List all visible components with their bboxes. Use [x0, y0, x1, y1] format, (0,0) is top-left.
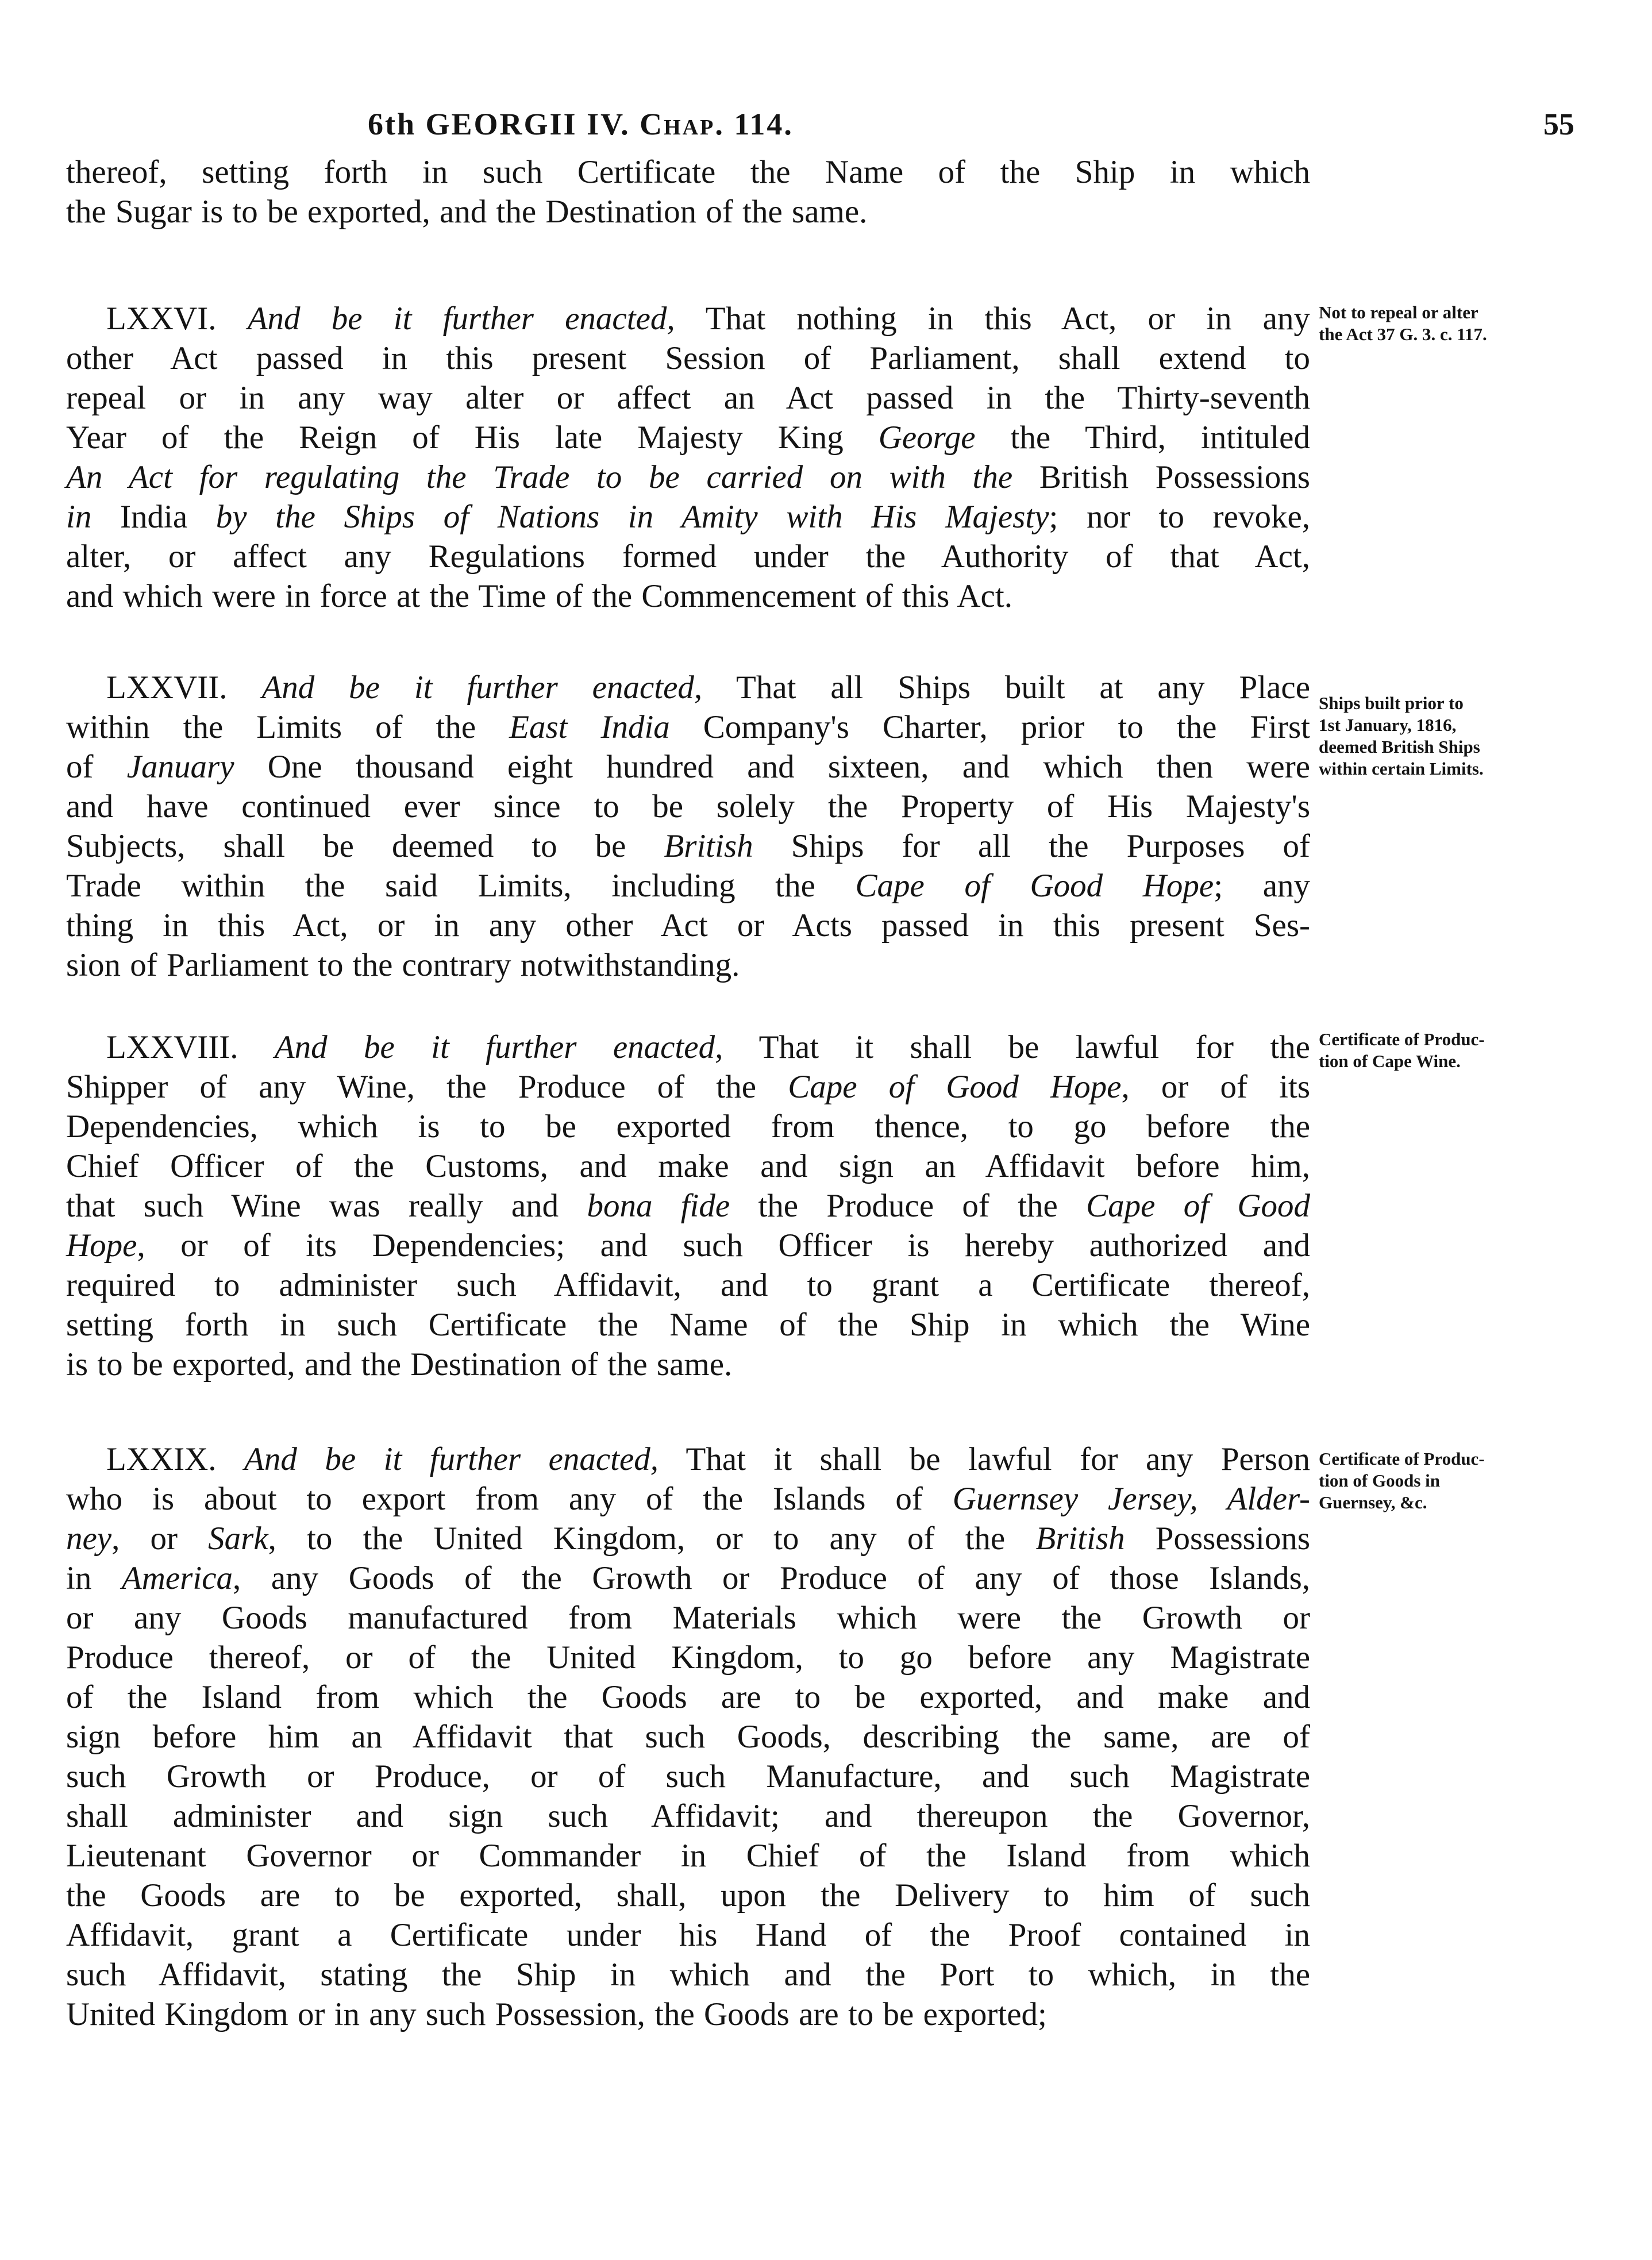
- margin-note-line: Certificate of Produc-: [1319, 1029, 1485, 1049]
- text-line: [66, 1876, 1310, 1915]
- italic-run: America: [121, 1560, 233, 1596]
- italic-run: in: [66, 499, 92, 535]
- margin-note-line: the Act 37 G. 3. c. 117.: [1319, 324, 1487, 344]
- text-run: the Produce of the: [730, 1188, 1087, 1224]
- italic-run: bona fide: [587, 1188, 730, 1224]
- text-run: sign before him an Affidavit that such Goods, describing the same, are of: [66, 1719, 1310, 1755]
- text-run: , to the United Kingdom, or to any of the: [268, 1520, 1036, 1557]
- text-line: [66, 906, 1310, 945]
- text-line: the Sugar is to be exported, and the Destination of the same.: [66, 194, 868, 230]
- italic-run: by the Ships of Nations in Amity with His Majesty: [215, 499, 1049, 535]
- margin-note-lxxvi: [1319, 302, 1572, 345]
- text-run: Ships for all the Purposes of: [753, 828, 1310, 864]
- italic-run: An Act for regulating the Trade to be carried on with the: [66, 459, 1013, 495]
- text-run: One thousand eight hundred and sixteen, and which then were: [234, 749, 1311, 785]
- text-run: , or of its: [1121, 1069, 1311, 1105]
- text-line: [66, 1717, 1310, 1757]
- text-line: [66, 1146, 1310, 1186]
- text-run: such Affidavit, stating the Ship in which and the Port to which, in the: [66, 1957, 1310, 1993]
- italic-run: Guernsey Jersey, Alder-: [952, 1481, 1310, 1517]
- text-run: Lieutenant Governor or Commander in Chief of the Island from which: [66, 1838, 1310, 1874]
- text-line: [66, 338, 1310, 378]
- text-line: [66, 668, 1310, 707]
- text-line: thereof, setting forth in such Certificate the Name of the Ship in which: [66, 154, 1310, 190]
- text-line: [66, 1186, 1310, 1226]
- text-line: [66, 787, 1310, 826]
- margin-note-line: Guernsey, &c.: [1319, 1492, 1427, 1512]
- text-run: India: [91, 499, 216, 535]
- margin-note-lxxvii: [1319, 692, 1572, 780]
- text-run: Possessions: [1125, 1520, 1310, 1557]
- text-line: [66, 1439, 1310, 1479]
- text-line: [66, 497, 1310, 537]
- text-line: [66, 1558, 1310, 1598]
- italic-run: Cape of Good Hope: [855, 868, 1214, 904]
- text-line: [66, 1796, 1310, 1836]
- text-line: [66, 1995, 1310, 2034]
- text-line: [66, 1677, 1310, 1717]
- text-run: United Kingdom or in any such Possession, the Goods are to be exported;: [66, 1996, 1047, 2032]
- text-run: That it shall be lawful for the: [723, 1029, 1310, 1065]
- text-line: [66, 1305, 1310, 1345]
- italic-run: ney: [66, 1520, 112, 1557]
- section-lxxix: [66, 1439, 1310, 2034]
- running-head-chap: Chap.: [640, 107, 725, 141]
- text-run: other Act passed in this present Session of Parliament, shall extend to: [66, 340, 1310, 376]
- text-run: of: [66, 749, 127, 785]
- text-run: the Goods are to be exported, shall, upon the Delivery to him of such: [66, 1877, 1310, 1914]
- text-run: within the Limits of the: [66, 709, 510, 745]
- text-line: [66, 1598, 1310, 1638]
- text-run: and which were in force at the Time of the Commencement of this Act.: [66, 578, 1012, 614]
- text-line: [66, 378, 1310, 418]
- continuation-paragraph: [66, 152, 1310, 232]
- text-run: repeal or in any way alter or affect an Act passed in the Thirty-seventh: [66, 380, 1310, 416]
- text-line: [66, 747, 1310, 787]
- text-line: [66, 1836, 1310, 1876]
- text-run: British Possessions: [1012, 459, 1310, 495]
- text-run: such Growth or Produce, or of such Manufacture, and such Magistrate: [66, 1758, 1310, 1795]
- text-line: [66, 1345, 1310, 1384]
- italic-run: Cape of Good Hope: [788, 1069, 1122, 1105]
- section-lxxviii: [66, 1027, 1310, 1384]
- italic-run: And be it further enacted,: [247, 301, 675, 337]
- text-line: [66, 1027, 1310, 1067]
- text-run: , or: [111, 1520, 209, 1557]
- section-number: LXXVI.: [106, 301, 248, 337]
- margin-note-line: 1st January, 1816,: [1319, 715, 1457, 735]
- text-run: Company's Charter, prior to the First: [669, 709, 1310, 745]
- text-line: [66, 1479, 1310, 1519]
- italic-run: British: [1035, 1520, 1125, 1557]
- text-run: That nothing in this Act, or in any: [675, 301, 1310, 337]
- text-line: [66, 1955, 1310, 1995]
- text-line: [66, 1226, 1310, 1265]
- text-run: ; nor to revoke,: [1049, 499, 1311, 535]
- text-run: who is about to export from any of the Islands of: [66, 1481, 953, 1517]
- text-line: [66, 457, 1310, 497]
- text-run: Dependencies, which is to be exported from thence, to go before the: [66, 1108, 1310, 1145]
- italic-run: British: [664, 828, 753, 864]
- margin-note-line: tion of Goods in: [1319, 1470, 1441, 1491]
- text-run: that such Wine was really and: [66, 1188, 587, 1224]
- text-run: thing in this Act, or in any other Act or Acts passed in this present Ses-: [66, 907, 1310, 944]
- margin-note-line: deemed British Ships: [1319, 737, 1480, 757]
- text-run: setting forth in such Certificate the Name of the Ship in which the Wine: [66, 1307, 1310, 1343]
- italic-run: And be it further enacted,: [244, 1441, 659, 1477]
- margin-note-line: within certain Limits.: [1319, 759, 1484, 779]
- text-run: Trade within the said Limits, including the: [66, 868, 856, 904]
- text-run: That it shall be lawful for any Person: [659, 1441, 1310, 1477]
- section-number: LXXIX.: [106, 1441, 245, 1477]
- margin-note-line: Certificate of Produc-: [1319, 1449, 1485, 1469]
- text-line: [66, 1107, 1310, 1146]
- text-run: the Third, intituled: [975, 419, 1310, 456]
- italic-run: January: [126, 749, 234, 785]
- italic-run: George: [878, 419, 976, 456]
- text-run: in: [66, 1560, 122, 1596]
- italic-run: And be it further enacted,: [261, 669, 703, 706]
- running-head-title: 6th GEORGII IV.: [368, 107, 630, 141]
- text-run: is to be exported, and the Destination of the same.: [66, 1346, 733, 1383]
- text-run: ; any: [1214, 868, 1311, 904]
- text-run: shall administer and sign such Affidavit; and thereupon the Governor,: [66, 1798, 1310, 1834]
- text-run: Shipper of any Wine, the Produce of the: [66, 1069, 788, 1105]
- text-run: Affidavit, grant a Certificate under his Hand of the Proof contained in: [66, 1917, 1310, 1953]
- text-run: Produce thereof, or of the United Kingdom, to go before any Magistrate: [66, 1639, 1310, 1676]
- running-head-chap-number: 114.: [734, 107, 794, 141]
- text-line: [66, 1519, 1310, 1558]
- text-line: [66, 418, 1310, 457]
- running-head: [368, 106, 794, 142]
- text-line: [66, 707, 1310, 747]
- text-line: [66, 1067, 1310, 1107]
- text-line: [66, 537, 1310, 576]
- text-line: [66, 1638, 1310, 1677]
- text-line: [66, 826, 1310, 866]
- margin-note-lxxviii: [1319, 1029, 1572, 1072]
- text-run: , or of its Dependencies; and such Officer is hereby authorized and: [137, 1227, 1310, 1264]
- text-run: Year of the Reign of His late Majesty King: [66, 419, 879, 456]
- text-line: [66, 1915, 1310, 1955]
- text-line: [66, 1757, 1310, 1796]
- section-number: LXXVIII.: [106, 1029, 275, 1065]
- page-number: 55: [1543, 107, 1574, 141]
- text-run: Subjects, shall be deemed to be: [66, 828, 664, 864]
- text-run: Chief Officer of the Customs, and make and sign an Affidavit before him,: [66, 1148, 1310, 1184]
- section-lxxvi: [66, 299, 1310, 616]
- margin-note-line: Ships built prior to: [1319, 693, 1464, 713]
- text-run: required to administer such Affidavit, and to grant a Certificate thereof,: [66, 1267, 1310, 1303]
- margin-note-lxxix: [1319, 1448, 1572, 1514]
- italic-run: Sark: [208, 1520, 268, 1557]
- section-number: LXXVII.: [106, 669, 262, 706]
- text-run: That all Ships built at any Place: [702, 669, 1310, 706]
- text-run: or any Goods manufactured from Materials which were the Growth or: [66, 1600, 1310, 1636]
- italic-run: Cape of Good: [1086, 1188, 1310, 1224]
- text-line: [66, 299, 1310, 338]
- section-lxxvii: [66, 668, 1310, 985]
- margin-note-line: tion of Cape Wine.: [1319, 1051, 1461, 1071]
- text-run: sion of Parliament to the contrary notwithstanding.: [66, 947, 740, 983]
- text-line: [66, 945, 1310, 985]
- italic-run: Hope: [66, 1227, 137, 1264]
- text-line: [66, 1265, 1310, 1305]
- margin-note-line: Not to repeal or alter: [1319, 302, 1478, 322]
- italic-run: East India: [509, 709, 670, 745]
- text-run: alter, or affect any Regulations formed under the Authority of that Act,: [66, 538, 1310, 575]
- text-line: [66, 576, 1310, 616]
- text-line: [66, 866, 1310, 906]
- text-run: of the Island from which the Goods are to be exported, and make and: [66, 1679, 1310, 1715]
- text-run: and have continued ever since to be solely the Property of His Majesty's: [66, 788, 1310, 825]
- text-run: , any Goods of the Growth or Produce of any of those Islands,: [233, 1560, 1310, 1596]
- italic-run: And be it further enacted,: [274, 1029, 723, 1065]
